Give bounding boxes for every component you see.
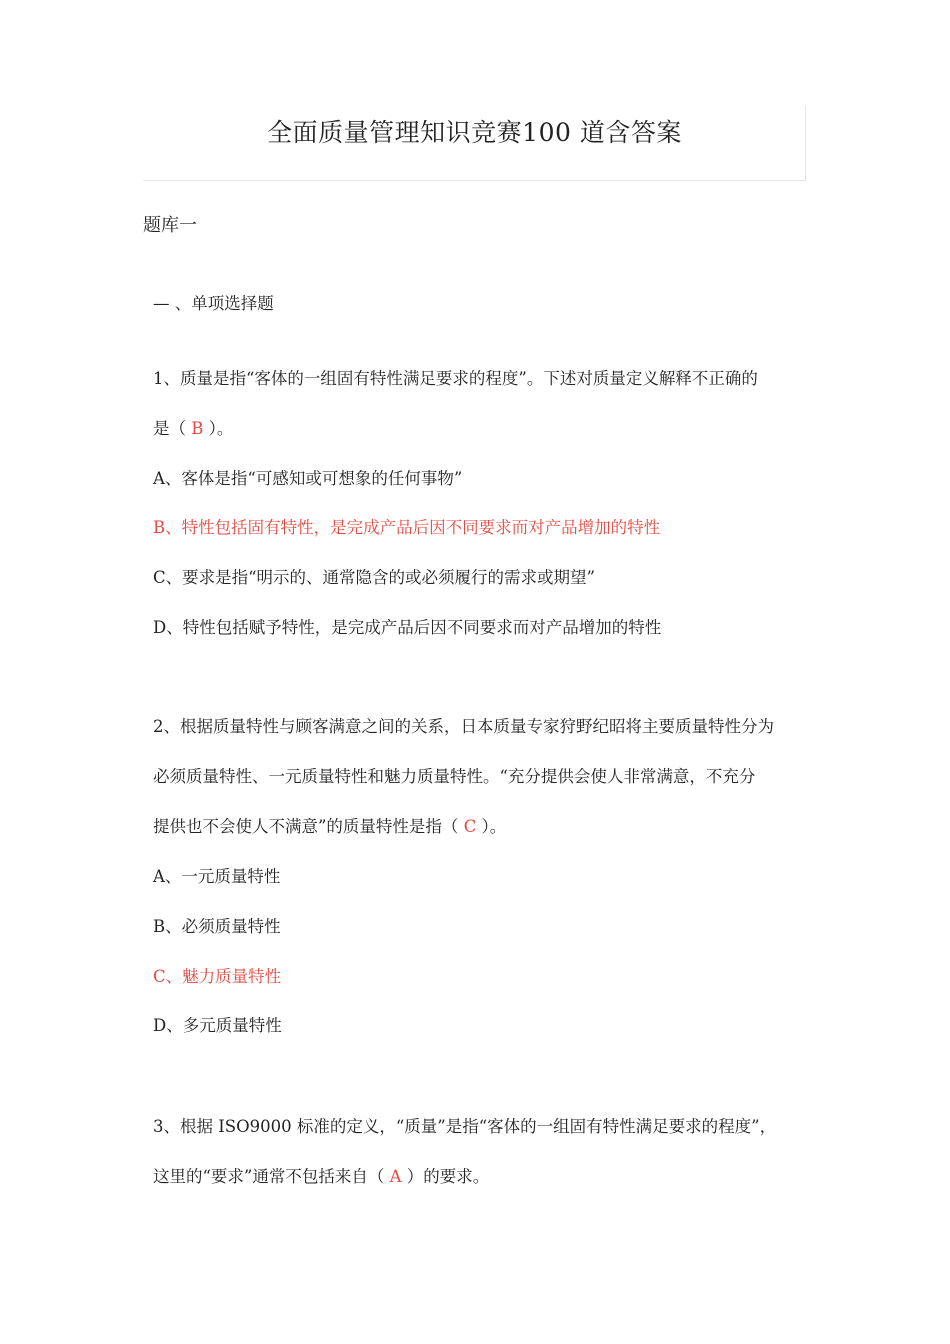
q2-stem-suffix: ）。	[476, 817, 507, 836]
q2-option-c-correct: C、魅力质量特性	[153, 967, 282, 986]
q1-option-c: C、要求是指“明示的、通常隐含的或必须履行的需求或期望”	[153, 568, 595, 587]
q2-option-b: B、必须质量特性	[153, 917, 281, 936]
q3-stem-line2	[153, 1166, 489, 1188]
q1-answer: B	[191, 419, 204, 438]
q3-answer: A	[389, 1167, 402, 1186]
question-bank-heading: 题库一	[143, 215, 197, 236]
q1-stem-suffix: ）。	[203, 419, 234, 438]
q1-option-a: A、客体是指“可感知或可想象的任何事物”	[153, 469, 463, 488]
title-box	[143, 105, 806, 181]
q1-stem-prefix: 是（	[153, 419, 192, 438]
q2-option-d: D、多元质量特性	[153, 1016, 282, 1035]
q2-option-a: A、一元质量特性	[153, 867, 281, 886]
q1-stem-line1: 1、质量是指“客体的一组固有特性满足要求的程度”。下述对质量定义解释不正确的	[153, 369, 758, 388]
q1-option-b-correct: B、特性包括固有特性，是完成产品后因不同要求而对产品增加的特性	[153, 518, 661, 537]
q2-stem-prefix: 提供也不会使人不满意”的质量特性是指（	[153, 817, 464, 836]
section-heading: — 、单项选择题	[153, 294, 274, 313]
q2-stem-line2: 必须质量特性、一元质量特性和魅力质量特性。“充分提供会使人非常满意，不充分	[153, 767, 756, 786]
q2-stem-line1: 2、根据质量特性与顾客满意之间的关系，日本质量专家狩野纪昭将主要质量特性分为	[153, 717, 774, 736]
page-title: 全面质量管理知识竞赛100 道含答案	[267, 118, 682, 147]
q1-option-d: D、特性包括赋予特性，是完成产品后因不同要求而对产品增加的特性	[153, 618, 662, 637]
q3-stem-suffix: ）的要求。	[401, 1167, 490, 1186]
q1-stem-line2	[153, 418, 233, 440]
q3-stem-line1: 3、根据 ISO9000 标准的定义，“质量”是指“客体的一组固有特性满足要求的程度”，	[153, 1117, 777, 1136]
q3-stem-prefix: 这里的“要求”通常不包括来自（	[153, 1167, 390, 1186]
q2-answer: C	[463, 817, 477, 836]
q2-stem-line3	[153, 816, 506, 838]
